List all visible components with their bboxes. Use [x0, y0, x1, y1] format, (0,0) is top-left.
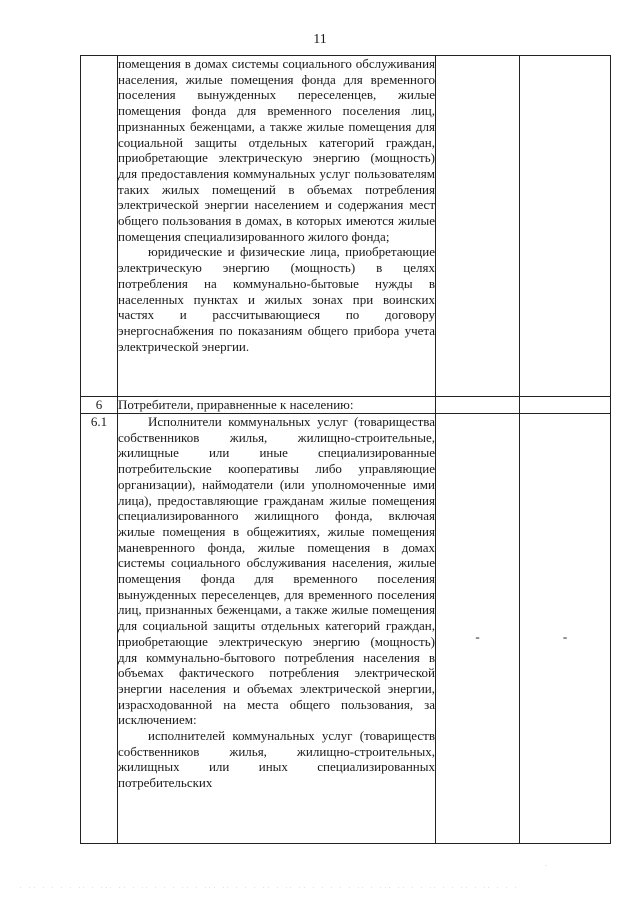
- value-cell-a: [436, 397, 520, 414]
- row-number: 6: [81, 397, 118, 414]
- value-cell-b: [520, 414, 611, 844]
- table-row: [81, 56, 611, 397]
- description-paragraph: юридические и физические лица, приобретающие электрическую энергию (мощность) в целях потребления на коммунально-бытовые нужды в населенных пунктах и жилых зонах при воинских частях и рассчитывающиеся по договору энергоснабжения по показаниям общего прибора учета электрической энергии.: [118, 244, 435, 354]
- row-number: [81, 56, 118, 397]
- dash-value: -: [562, 628, 568, 644]
- value-cell-b: [520, 56, 611, 397]
- row-description: [118, 414, 436, 844]
- table-row: [81, 414, 611, 844]
- tariff-table: [80, 55, 611, 844]
- value-cell-b: [520, 397, 611, 414]
- description-paragraph: помещения в домах системы социального обслуживания населения, жилые помещения фонда для временного поселения вынужденных переселенцев, жилые помещения фонда для временного поселения лиц, признанных беженцами, а также жилые помещения для социальной защиты отдельных категорий граждан, приобретающие электрическую энергию (мощность) для предоставления коммунальных услуг пользователям таких жилых помещений в объемах потребления электрической энергии населением и содержания мест общего пользования в домах, в которых имеются жилые помещения специализированного жилого фонда;: [118, 56, 435, 244]
- row-number: 6.1: [81, 414, 118, 844]
- scan-footer-marks: . .. . . . . .. . ... .. . .. . . . .. . ... .. . . . .. . .. .. . . . . . .. . ... .. . . .. . . .. . .. . . .: [20, 884, 520, 890]
- dash-value: -: [475, 628, 480, 644]
- row-description: [118, 56, 436, 397]
- value-cell-a: [436, 56, 520, 397]
- description-paragraph: исполнителей коммунальных услуг (товариществ собственников жилья, жилищно-строительных, жилищных или иных специализированных потребительских: [118, 728, 435, 791]
- section-title: Потребители, приравненные к населению:: [118, 397, 436, 414]
- table-row: [81, 397, 611, 414]
- value-cell-a: [436, 414, 520, 844]
- scan-mark: ·: [545, 862, 548, 870]
- description-paragraph: Исполнители коммунальных услуг (товарищества собственников жилья, жилищно-строительные, жилищные или иные специализированные потребительские кооперативы либо управляющие организации), наймодатели (или уполномоченные ими лица), предоставляющие гражданам жилые помещения специализированного жилищного фонда, включая жилые помещения в общежитиях, жилые помещения маневренного фонда, жилые помещения в домах системы социального обслуживания населения, жилые помещения фонда для временного поселения вынужденных переселенцев, для временного поселения лиц, признанных беженцами, а также жилые помещения для социальной защиты отдельных категорий граждан, приобретающие электрическую энергию (мощность) для коммунально-бытового потребления населения в объемах фактического потребления электрической энергии населения и объемах электрической энергии, израсходованной на места общего пользования, за исключением:: [118, 414, 435, 728]
- page-number: 11: [313, 32, 327, 47]
